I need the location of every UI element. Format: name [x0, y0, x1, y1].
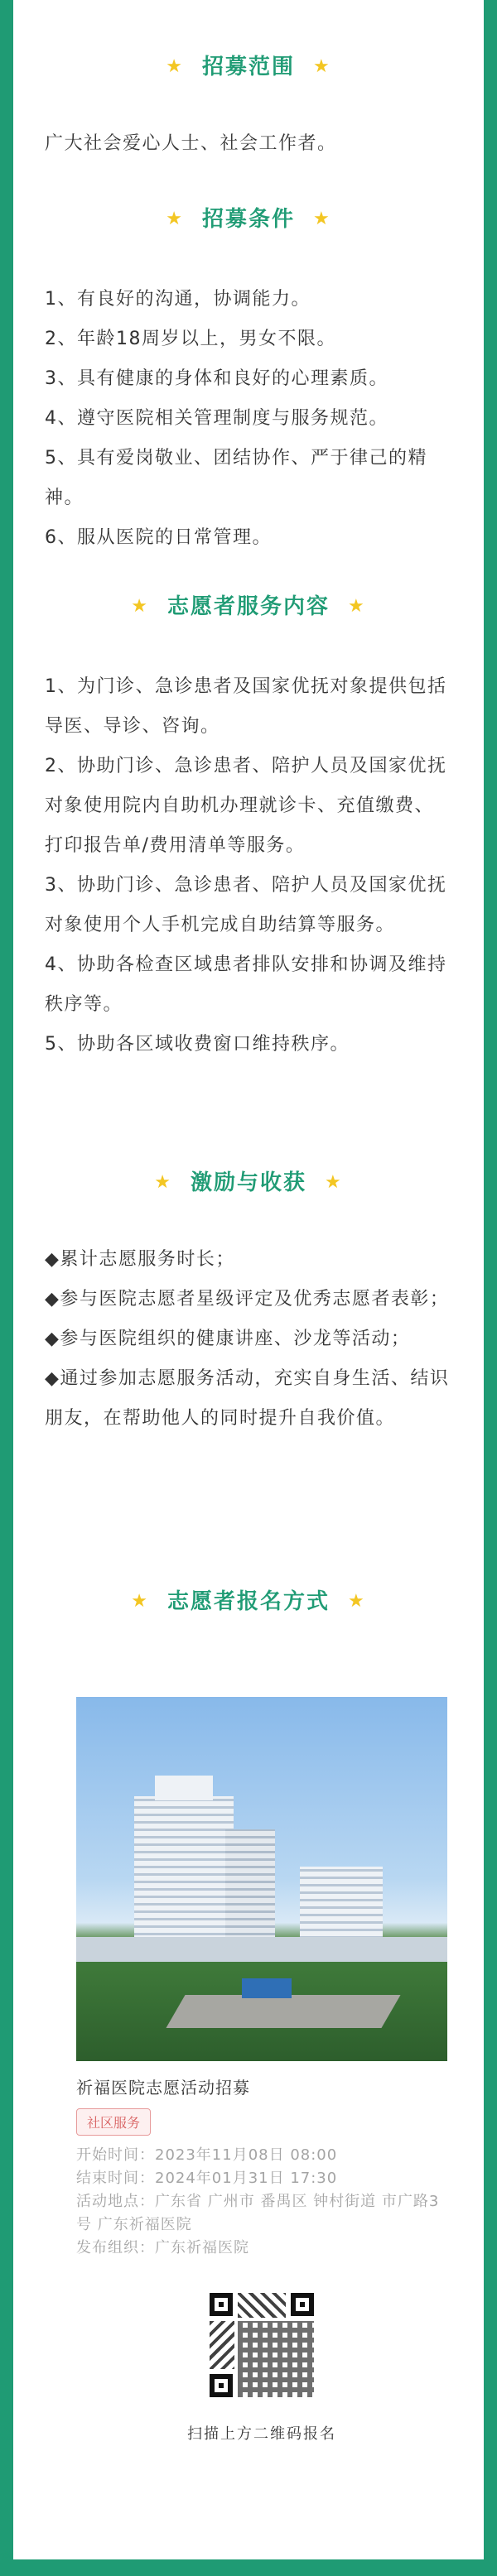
- condition-line: 4、遵守医院相关管理制度与服务规范。: [45, 408, 388, 429]
- service-line: 3、协助门诊、急诊患者、陪护人员及国家优抚对象使用个人手机完成自助结算等服务。: [45, 875, 447, 935]
- service-line: 4、协助各检查区域患者排队安排和协调及维持秩序等。: [45, 954, 447, 1015]
- category-tag: 社区服务: [76, 2108, 151, 2136]
- service-line: 1、为门诊、急诊患者及国家优抚对象提供包括导医、导诊、咨询。: [45, 676, 447, 737]
- star-icon: ★: [348, 596, 366, 617]
- condition-line: 3、具有健康的身体和良好的心理素质。: [45, 368, 388, 389]
- condition-line: 1、有良好的沟通，协调能力。: [45, 289, 311, 310]
- activity-card[interactable]: [76, 1697, 447, 2525]
- reward-line: ◆累计志愿服务时长；: [45, 1249, 235, 1270]
- conditions-paragraph: [45, 280, 452, 558]
- services-paragraph: [45, 667, 452, 1065]
- qr-code[interactable]: [210, 2293, 314, 2397]
- star-icon: ★: [154, 1172, 172, 1193]
- scope-paragraph: [45, 124, 452, 164]
- section-title-rewards: ★ 激励与收获 ★: [154, 1170, 343, 1195]
- scope-line: 广大社会爱心人士、社会工作者。: [45, 133, 337, 154]
- card-title: 祈福医院志愿活动招募: [76, 2078, 250, 2098]
- star-icon: ★: [166, 56, 184, 77]
- hospital-photo: [76, 1697, 447, 2061]
- section-title-scope: ★ 招募范围 ★: [166, 55, 331, 79]
- star-icon: ★: [313, 209, 331, 229]
- condition-line: 2、年龄18周岁以上，男女不限。: [45, 329, 336, 349]
- card-info: [76, 2144, 447, 2260]
- service-line: 2、协助门诊、急诊患者、陪护人员及国家优抚对象使用院内自助机办理就诊卡、充值缴费、打印报告单/费用清单等服务。: [45, 756, 447, 856]
- condition-line: 6、服从医院的日常管理。: [45, 527, 272, 548]
- star-icon: ★: [313, 56, 331, 77]
- star-icon: ★: [131, 1591, 149, 1612]
- qr-caption: 扫描上方二维码报名: [187, 2425, 336, 2443]
- service-line: 5、协助各区域收费窗口维持秩序。: [45, 1034, 350, 1055]
- star-icon: ★: [166, 209, 184, 229]
- condition-line: 5、具有爱岗敬业、团结协作、严于律己的精神。: [45, 448, 427, 508]
- section-title-signup: ★ 志愿者报名方式 ★: [131, 1589, 366, 1614]
- section-title-services: ★ 志愿者服务内容 ★: [131, 594, 366, 619]
- end-time: 结束时间：2024年01月31日 17:30: [76, 2170, 338, 2187]
- star-icon: ★: [325, 1172, 343, 1193]
- rewards-paragraph: [45, 1240, 452, 1439]
- location: 活动地点：广东省 广州市 番禺区 钟村街道 市广路3号 广东祈福医院: [76, 2193, 440, 2233]
- reward-line: ◆通过参加志愿服务活动，充实自身生活、结识朋友，在帮助他人的同时提升自我价值。: [45, 1368, 450, 1429]
- organizer: 发布组织：广东祈福医院: [76, 2239, 249, 2256]
- star-icon: ★: [348, 1591, 366, 1612]
- section-title-conditions: ★ 招募条件 ★: [166, 207, 331, 232]
- star-icon: ★: [131, 596, 149, 617]
- start-time: 开始时间：2023年11月08日 08:00: [76, 2146, 338, 2164]
- reward-line: ◆参与医院组织的健康讲座、沙龙等活动；: [45, 1329, 411, 1349]
- reward-line: ◆参与医院志愿者星级评定及优秀志愿者表彰；: [45, 1289, 450, 1310]
